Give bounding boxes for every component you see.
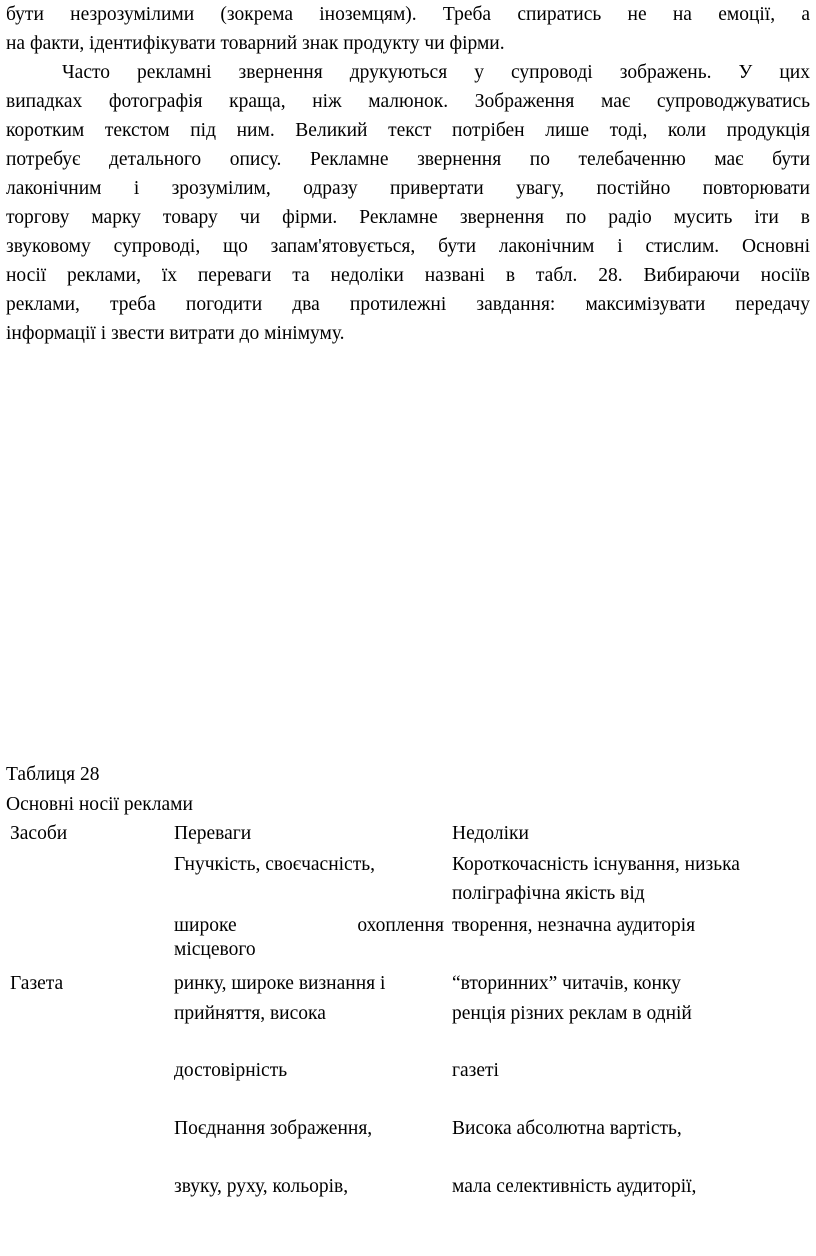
text-line: лаконічним і зрозумілим, одразу привертати увагу, постійно повторювати <box>6 178 810 199</box>
table-cell-advantages: Гнучкість, своєчасність, <box>174 854 375 875</box>
text-line: інформації і звести витрати до мінімуму. <box>6 323 345 344</box>
text-line: випадках фотографія краща, ніж малюнок. Зображення має супроводжуватись <box>6 91 810 112</box>
table-cell-means: Газета <box>10 973 64 994</box>
header-means: Засоби <box>10 823 68 844</box>
body-paragraph-2 <box>6 58 810 348</box>
table-cell-word: широке <box>174 915 237 936</box>
table-cell-disadvantages: мала селективність аудиторії, <box>452 1176 697 1197</box>
header-advantages: Переваги <box>174 823 252 844</box>
table-cell-disadvantages: Короткочасність існування, низька <box>452 854 740 875</box>
table-cell-disadvantages: творення, незначна аудиторія <box>452 915 696 936</box>
text-line: звуковому супроводі, що запам'ятовується, бути лаконічним і стислим. Основні <box>6 236 810 257</box>
table-cell-disadvantages: поліграфічна якість від <box>452 883 645 904</box>
table-cell-advantages: прийняття, висока <box>174 1003 326 1024</box>
table-cell-disadvantages: газеті <box>452 1060 499 1081</box>
body-paragraph-1 <box>6 0 810 58</box>
table-cell-word: охоплення <box>357 915 444 936</box>
text-line: коротким текстом під ним. Великий текст потрібен лише тоді, коли продукція <box>6 120 810 141</box>
text-line: Часто рекламні звернення друкуються у супроводі зображень. У цих <box>62 62 810 83</box>
text-line: носії реклами, їх переваги та недоліки названі в табл. 28. Вибираючи носіїв <box>6 265 810 286</box>
table-cell-advantages: Поєднання зображення, <box>174 1118 373 1139</box>
text-line: потребує детального опису. Рекламне звернення по телебаченню має бути <box>6 149 810 170</box>
text-line: реклами, треба погодити два протилежні завдання: максимізувати передачу <box>6 294 810 315</box>
table-cell-disadvantages: Висока абсолютна вартість, <box>452 1118 682 1139</box>
table-cell-advantages: ринку, широке визнання і <box>174 973 386 994</box>
table-number: Таблиця 28 <box>6 764 100 785</box>
table-title: Основні носії реклами <box>6 794 193 815</box>
table-cell-advantages: достовірність <box>174 1060 288 1081</box>
table-cell-advantages: місцевого <box>174 939 256 960</box>
table-cell-disadvantages: ренція різних реклам в одній <box>452 1003 692 1024</box>
text-line: торгову марку товару чи фірми. Рекламне звернення по радіо мусить іти в <box>6 207 810 228</box>
text-line: бути незрозумілими (зокрема іноземцям). Треба спиратись не на емоції, а <box>6 4 810 25</box>
table-cell-advantages: звуку, руху, кольорів, <box>174 1176 349 1197</box>
header-disadvantages: Недоліки <box>452 823 529 844</box>
table-cell-disadvantages: “вторинних” читачів, конку <box>452 973 681 994</box>
text-line: на факти, ідентифікувати товарний знак продукту чи фірми. <box>6 33 505 54</box>
